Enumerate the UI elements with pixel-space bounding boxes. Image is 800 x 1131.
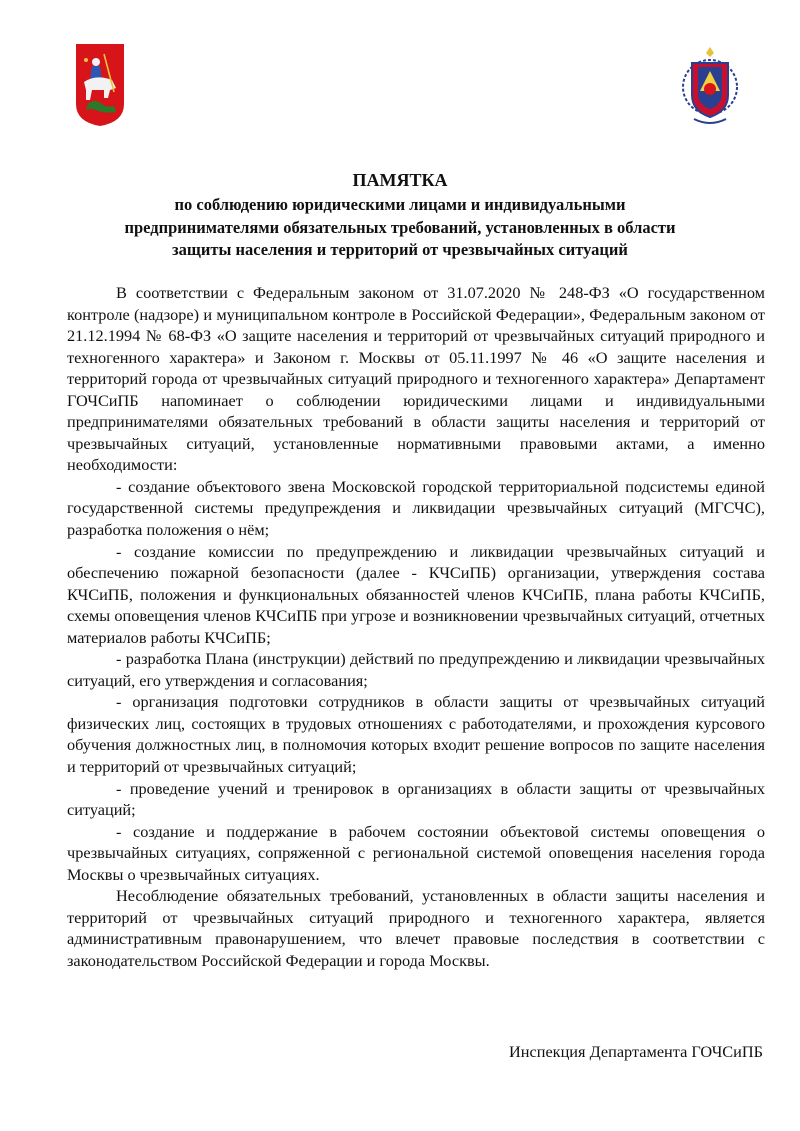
- requirement-item: - создание комиссии по предупреждению и ликвидации чрезвычайных ситуаций и обеспечению пожарной безопасности (далее - КЧСиПБ) организации, утверждения состава КЧСиПБ, положения и функциональных обязанностей членов КЧСиПБ, плана работы КЧСиПБ, схемы оповещения членов КЧСиПБ при угрозе и возникновении чрезвычайных ситуаций, отчетных материалов работы КЧСиПБ;: [67, 541, 765, 647]
- conclusion-paragraph: Несоблюдение обязательных требований, установленных в области защиты населения и территорий от чрезвычайных ситуаций природного и техногенного характера, является административным правонарушением, что влечет правовые последствия в соответствии с законодательством Российской Федерации и города Москвы.: [67, 886, 765, 970]
- requirement-item: - разработка Плана (инструкции) действий по предупреждению и ликвидации чрезвычайных ситуаций, его утверждения и согласования;: [67, 649, 765, 690]
- document-subtitle-line-1: по соблюдению юридическими лицами и индивидуальными: [174, 195, 626, 214]
- requirement-item: - создание объектового звена Московской городской территориальной подсистемы единой государственной системы предупреждения и ликвидации чрезвычайных ситуаций (МГСЧС), разработка положения о нём;: [67, 476, 765, 540]
- intro-paragraph: В соответствии с Федеральным законом от 31.07.2020 № 248-ФЗ «О государственном контроле (надзоре) и муниципальном контроле в Российской Федерации», Федеральным законом от 21.12.1994 № 68-ФЗ «О защите населения и территорий от чрезвычайных ситуаций природного и техногенного характера» и Законом г. Москвы от 05.11.1997 № 46 «О защите населения и территорий города от чрезвычайных ситуаций природного и техногенного характера» Департамент ГОЧСиПБ напоминает о соблюдении юридическими лицами и индивидуальными предпринимателями обязательных требований в области защиты населения и территорий от чрезвычайных ситуаций, установленные нормативными правовыми актами, а именно необходимости:: [67, 283, 765, 475]
- requirement-item: - проведение учений и тренировок в организациях в области защиты от чрезвычайных ситуаций;: [67, 778, 765, 820]
- gochsipb-emblem-icon: [680, 45, 740, 131]
- document-title: ПАМЯТКА: [352, 170, 448, 190]
- signature-line: Инспекция Департамента ГОЧСиПБ: [509, 1042, 763, 1061]
- requirement-item: - организация подготовки сотрудников в области защиты от чрезвычайных ситуаций физических лиц, состоящих в трудовых отношениях с работодателями, и прохождения курсового обучения должностных лиц, в полномочия которых входит решение вопросов по защите населения и территорий от чрезвычайных ситуаций;: [67, 692, 765, 777]
- requirement-item: - создание и поддержание в рабочем состоянии объектовой системы оповещения о чрезвычайных ситуациях, сопряженной с региональной системой оповещения населения города Москвы о чрезвычайных ситуациях.: [67, 821, 765, 884]
- document-subtitle-line-3: защиты населения и территорий от чрезвычайных ситуаций: [172, 240, 628, 259]
- moscow-coat-of-arms-icon: [74, 42, 126, 128]
- document-subtitle-line-2: предпринимателями обязательных требований, установленных в области: [124, 217, 676, 237]
- document-body: [67, 282, 765, 972]
- document-title-block: [60, 168, 740, 262]
